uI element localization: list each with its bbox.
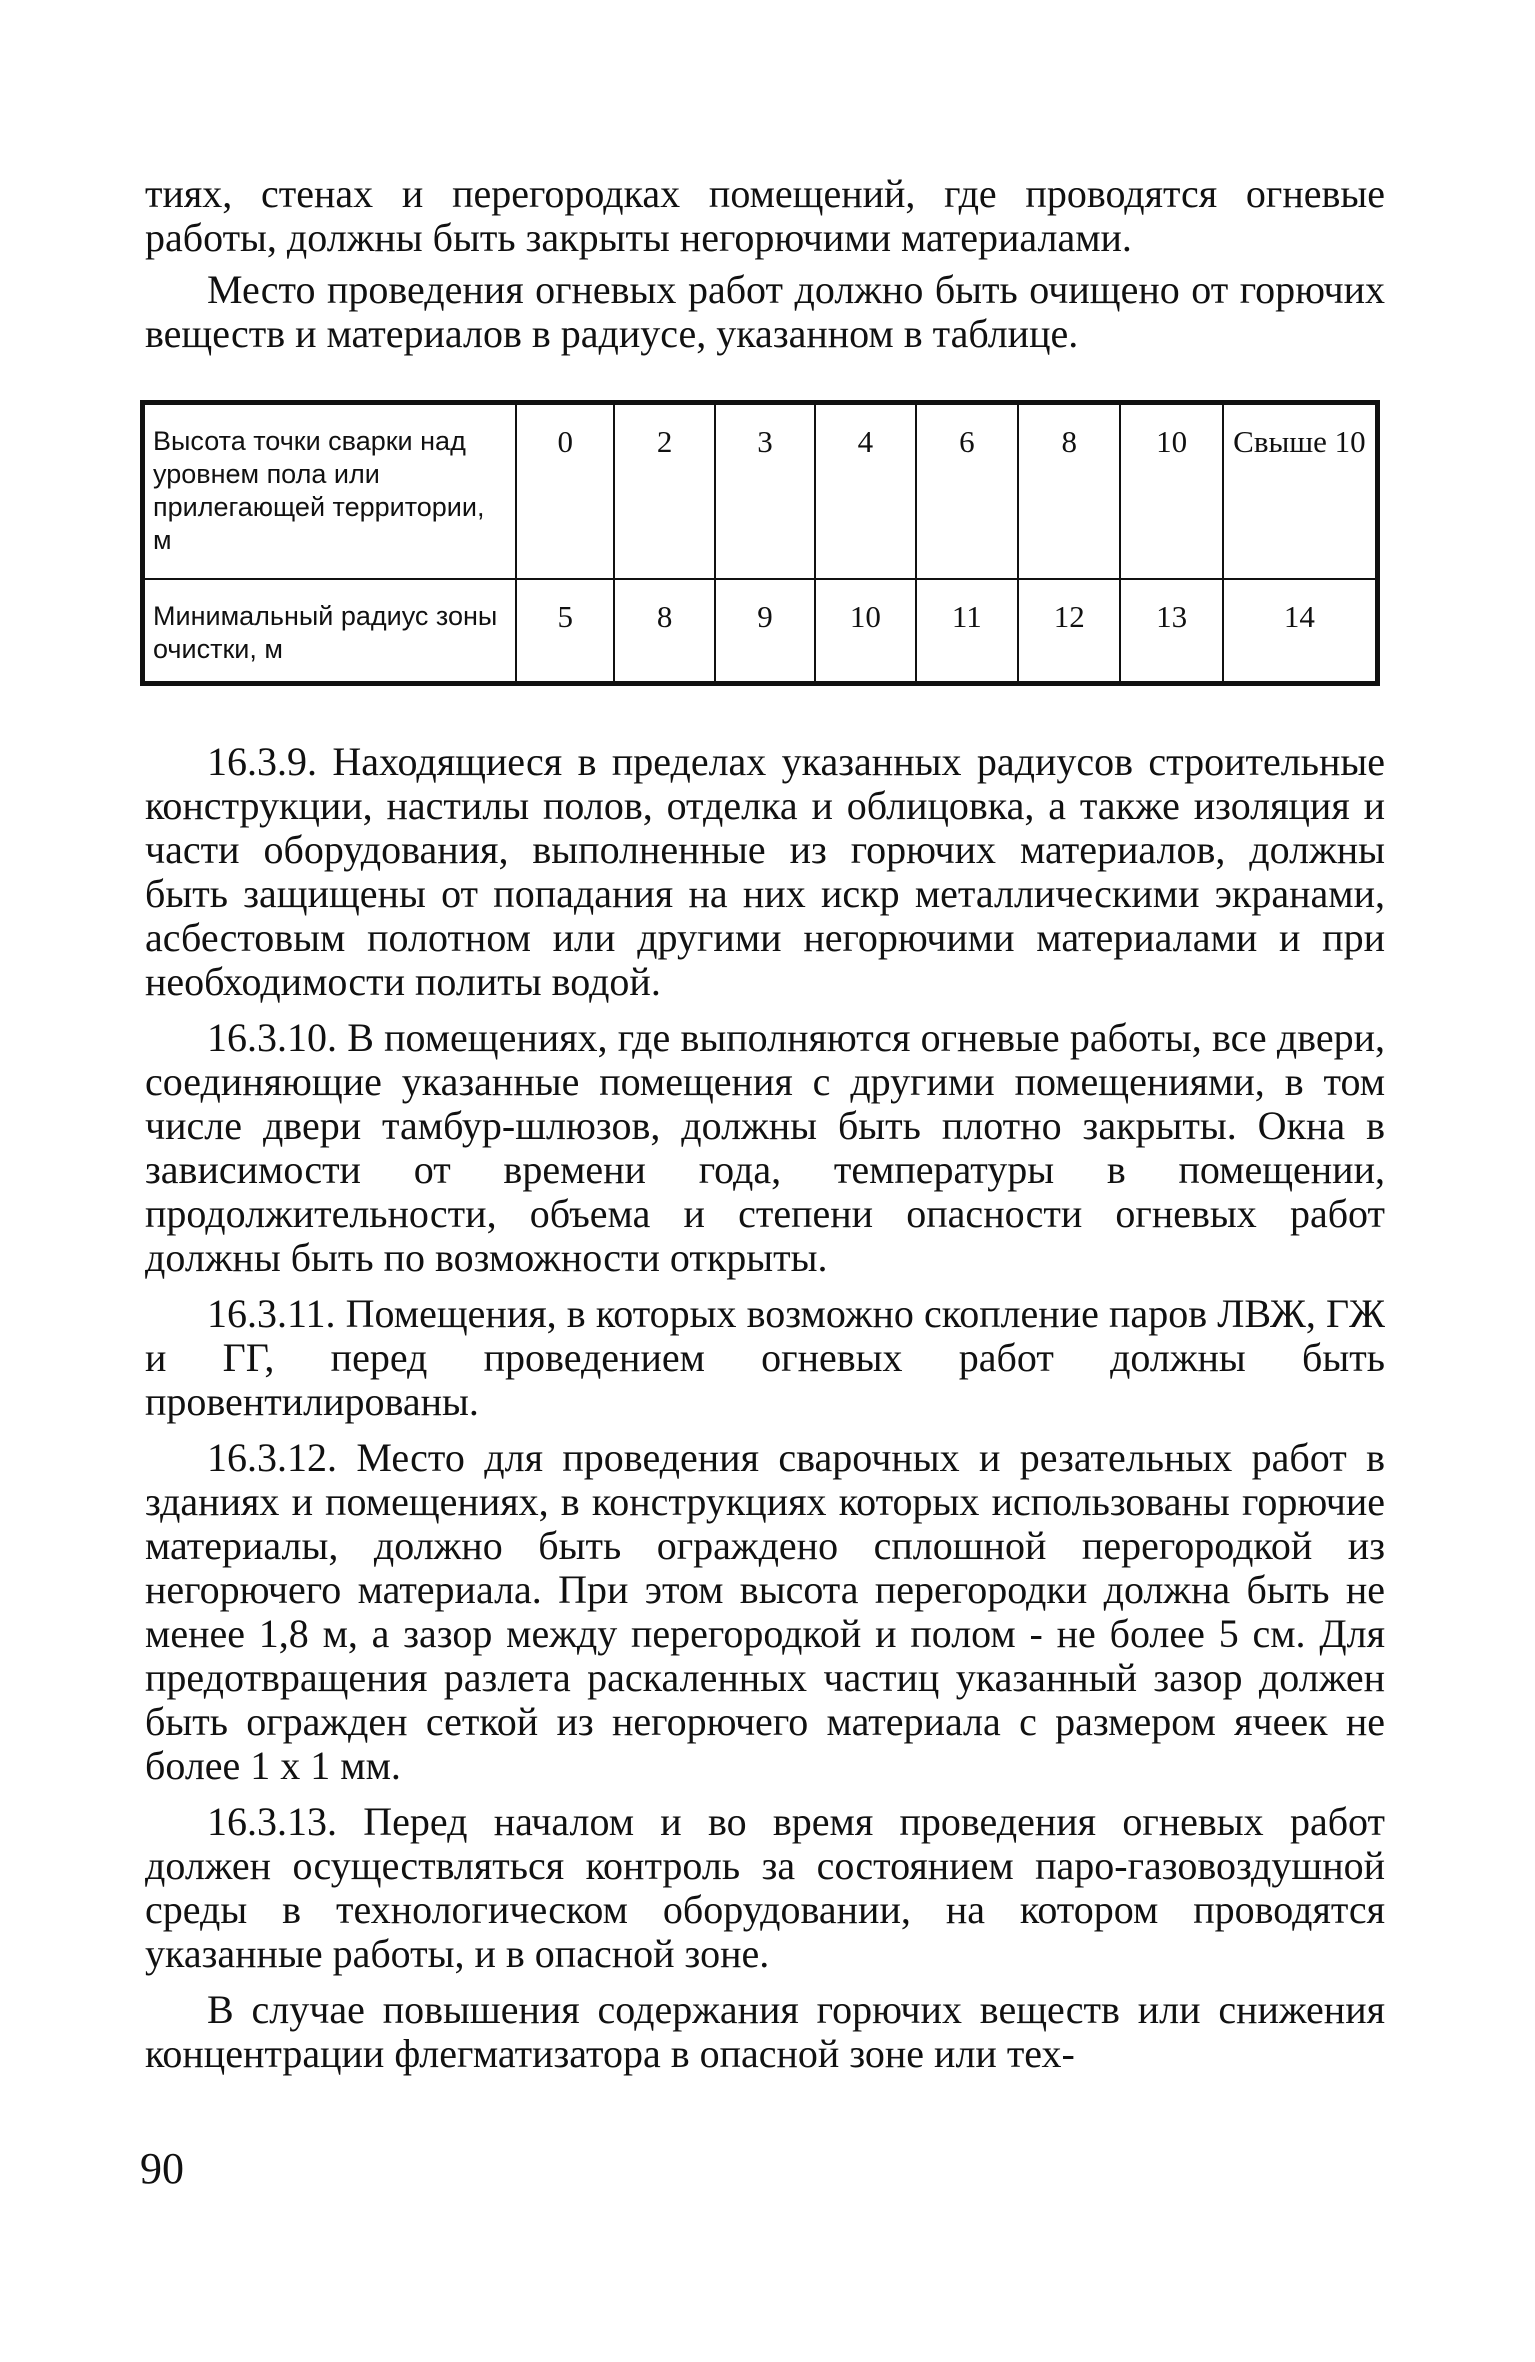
intro-paragraph-2: Место проведения огневых работ должно быть очищено от горючих веществ и материалов в радиусе, указанном в таблице. [145, 267, 1385, 356]
radius-cell: 12 [1018, 579, 1120, 683]
paragraph-16-3-11: 16.3.11. Помещения, в которых возможно скопление паров ЛВЖ, ГЖ и ГГ, перед проведением огневых работ должны быть провентилированы. [145, 1291, 1385, 1424]
cleaning-radius-table [140, 400, 1380, 686]
height-cell: 8 [1018, 403, 1120, 580]
height-cell: 3 [715, 403, 815, 580]
paragraph-continuation: В случае повышения содержания горючих веществ или снижения концентрации флегматизатора в опасной зоне или тех- [145, 1987, 1385, 2076]
radius-cell: 13 [1120, 579, 1222, 683]
radius-cell: 14 [1223, 579, 1378, 683]
intro-text [145, 172, 1385, 364]
height-row-label: Высота точки сварки над уровнем пола или прилегающей территории, м [143, 403, 517, 580]
paragraph-16-3-13: 16.3.13. Перед началом и во время проведения огневых работ должен осуществляться контроль за состоянием паро-газовоздушной среды в технологическом оборудовании, на котором проводятся указанные работы, и в опасной зоне. [145, 1799, 1385, 1976]
height-cell: 10 [1120, 403, 1222, 580]
paragraph-16-3-12: 16.3.12. Место для проведения сварочных и резательных работ в зданиях и помещениях, в конструкциях которых использованы горючие материалы, должно быть ограждено сплошной перегородкой из негорючего материала. При этом высота перегородки должна быть не менее 1,8 м, а зазор между перегородкой и полом - не более 5 см. Для предотвращения разлета раскаленных частиц указанный зазор должен быть огражден сеткой из негорючего материала с размером ячеек не более 1 x 1 мм. [145, 1435, 1385, 1788]
height-cell: 2 [614, 403, 714, 580]
radius-cell: 9 [715, 579, 815, 683]
height-cell: 4 [815, 403, 915, 580]
radius-cell: 10 [815, 579, 915, 683]
height-cell: 6 [916, 403, 1018, 580]
page-number: 90 [140, 2144, 184, 2193]
height-cell-over-10: Свыше 10 [1223, 403, 1378, 580]
intro-paragraph-1: тиях, стенах и перегородках помещений, где проводятся огневые работы, должны быть закрыты негорючими материалами. [145, 171, 1385, 260]
radius-cell: 5 [516, 579, 614, 683]
table-row-height [143, 403, 1378, 580]
radius-row-label: Минимальный радиус зоны очистки, м [143, 579, 517, 683]
radius-cell: 11 [916, 579, 1018, 683]
paragraph-16-3-9: 16.3.9. Находящиеся в пределах указанных радиусов строительные конструкции, настилы полов, отделка и облицовка, а также изоляция и части оборудования, выполненные из горючих материалов, должны быть защищены от попадания на них искр металлическими экранами, асбестовым полотном или другими негорючими материалами и при необходимости политы водой. [145, 739, 1385, 1004]
body-text [145, 740, 1385, 2088]
paragraph-16-3-10: 16.3.10. В помещениях, где выполняются огневые работы, все двери, соединяющие указанные помещения с другими помещениями, в том числе двери тамбур-шлюзов, должны быть плотно закрыты. Окна в зависимости от времени года, температуры в помещении, продолжительности, объема и степени опасности огневых работ должны быть по возможности открыты. [145, 1015, 1385, 1280]
height-cell: 0 [516, 403, 614, 580]
table-row-radius [143, 579, 1378, 683]
radius-cell: 8 [614, 579, 714, 683]
